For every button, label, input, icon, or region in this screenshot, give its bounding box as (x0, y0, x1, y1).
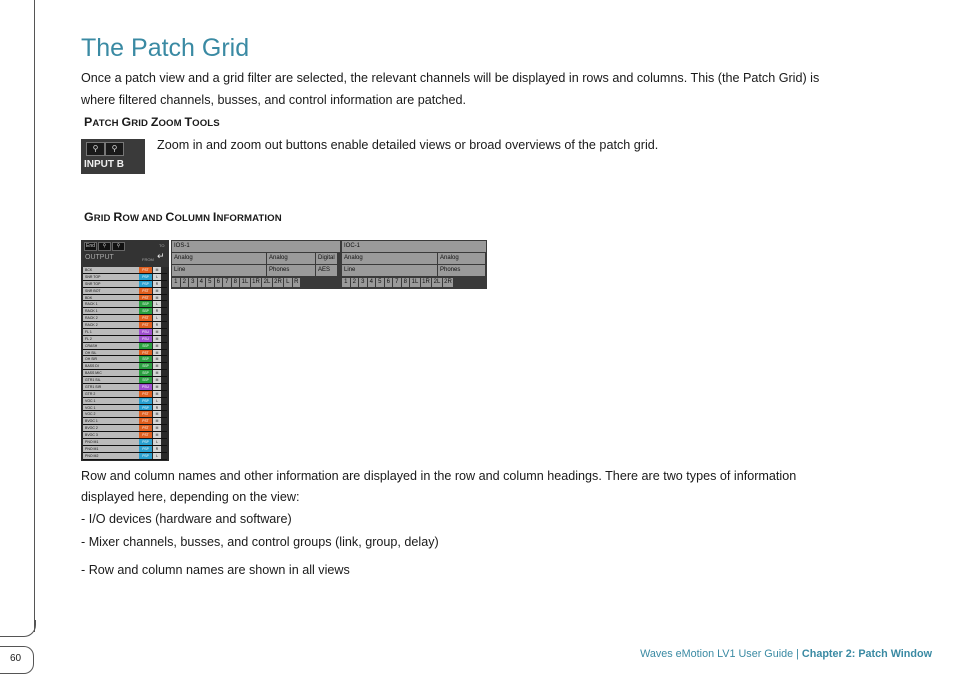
output-row[interactable] (83, 267, 167, 274)
channel-number: 8 (402, 278, 410, 287)
row-type-badge: SSP (139, 356, 152, 362)
channel-number: R (294, 279, 299, 285)
output-row[interactable] (83, 377, 167, 384)
row-name: BVOC 2 (83, 425, 139, 431)
output-row[interactable] (83, 308, 167, 315)
row-type-badge: PST (139, 425, 152, 431)
row-type-badge: PST (139, 391, 152, 397)
row-side-label: M (153, 288, 161, 294)
row-side-label: L (153, 453, 161, 459)
page-number: 60 (10, 653, 22, 664)
row-name: BASS MIC (83, 370, 139, 376)
intro-line-1: Once a patch view and a grid filter are selected, the relevant channels will be displayed in rows and columns. This (the Patch Grid) is (81, 71, 820, 85)
group-sub-header: Line (342, 265, 437, 276)
row-type-badge: SSP (139, 301, 152, 307)
zoom-out-icon[interactable]: ⚲ (86, 142, 105, 156)
channel-number: 6 (215, 278, 223, 287)
row-type-badge: PST (139, 288, 152, 294)
output-row[interactable] (83, 288, 167, 295)
section-heading-row-column-info: GRID ROW AND COLUMN INFORMATION (84, 210, 282, 224)
device-header: IOC-1 (342, 241, 486, 252)
row-side-label: M (153, 370, 161, 376)
row-name: RACK 1 (83, 308, 139, 314)
row-name: RACK 1 (83, 301, 139, 307)
to-label: TO (159, 243, 165, 248)
row-side-label: M (153, 384, 161, 390)
row-name: VOC 2 (83, 411, 139, 417)
channel-number: 3 (189, 278, 197, 287)
row-side-label: M (153, 336, 161, 342)
corner-arrow-icon: ↵ (157, 251, 165, 261)
channel-number: 4 (368, 278, 376, 287)
output-row[interactable] (83, 453, 167, 460)
row-side-label: R (153, 446, 161, 452)
zoom-in-icon[interactable]: ⚲ (105, 142, 124, 156)
row-side-label: L (153, 301, 161, 307)
zoom-tools-image (81, 139, 145, 174)
output-row[interactable] (83, 446, 167, 453)
row-side-label: L (153, 439, 161, 445)
body-line-1: Row and column names and other information are displayed in the row and column headings. There are two types of information (81, 469, 797, 483)
row-side-label: R (153, 281, 161, 287)
channel-number: 1R (252, 279, 260, 285)
row-type-badge: PST (139, 432, 152, 438)
patch-grid-cells[interactable] (171, 289, 487, 461)
output-header (81, 240, 169, 267)
group-sub-header: Phones (267, 265, 315, 276)
output-rows (83, 267, 167, 460)
row-type-badge: PSP (139, 453, 152, 459)
output-row[interactable] (83, 315, 167, 322)
body-line-2: displayed here, depending on the view: (81, 490, 300, 504)
row-name: PNO M1 (83, 446, 139, 452)
page-title: The Patch Grid (81, 34, 250, 62)
row-type-badge: PSP (139, 398, 152, 404)
group-type-header: Analog (438, 253, 485, 264)
output-row[interactable] (83, 384, 167, 391)
row-type-badge: SSP (139, 370, 152, 376)
output-row[interactable] (83, 398, 167, 405)
row-side-label: M (153, 425, 161, 431)
zoom-in-icon[interactable]: ⚲ (112, 242, 125, 251)
channel-number: 2L (433, 279, 441, 285)
output-title: OUTPUT (85, 254, 114, 261)
row-type-badge: PSU (139, 329, 152, 335)
group-type-header: Digital (316, 253, 337, 264)
row-name: BVOC 1 (83, 418, 139, 424)
intro-line-2: where filtered channels, busses, and control information are patched. (81, 93, 467, 107)
output-row[interactable] (83, 301, 167, 308)
row-side-label: M (153, 356, 161, 362)
group-sub-header: Line (172, 265, 266, 276)
channel-number: 7 (223, 278, 231, 287)
row-type-badge: SSP (139, 343, 152, 349)
from-label: FROM (142, 257, 154, 262)
row-name: RACK 2 (83, 322, 139, 328)
row-name: OH SIR (83, 356, 139, 362)
row-side-label: M (153, 329, 161, 335)
channel-number: 2 (181, 278, 189, 287)
group-sub-header: Phones (438, 265, 485, 276)
row-type-badge: PSU (139, 384, 152, 390)
row-side-label: L (153, 398, 161, 404)
row-type-badge: PSP (139, 274, 152, 280)
row-side-label: M (153, 343, 161, 349)
row-side-label: M (153, 295, 161, 301)
output-row[interactable] (83, 295, 167, 302)
channel-number: 4 (198, 278, 206, 287)
input-label: INPUT B (84, 159, 124, 170)
bullet-row-column-names: - Row and column names are shown in all views (81, 563, 350, 577)
output-row[interactable] (83, 336, 167, 343)
row-type-badge: PST (139, 418, 152, 424)
margin-rule (34, 0, 35, 632)
output-row[interactable] (83, 329, 167, 336)
channel-number: 1R (422, 279, 430, 285)
output-row[interactable] (83, 405, 167, 412)
row-type-badge: SSP (139, 377, 152, 383)
row-side-label: M (153, 411, 161, 417)
row-side-label: M (153, 363, 161, 369)
row-side-label: M (153, 350, 161, 356)
row-side-label: L (153, 315, 161, 321)
row-name: OH SIL (83, 350, 139, 356)
zoom-tools-description: Zoom in and zoom out buttons enable detailed views or broad overviews of the patch grid. (157, 138, 659, 152)
output-row[interactable] (83, 356, 167, 363)
row-side-label: M (153, 391, 161, 397)
row-side-label: M (153, 418, 161, 424)
row-name: SNR TOP (83, 274, 139, 280)
row-side-label: M (153, 377, 161, 383)
group-type-header: Analog (342, 253, 437, 264)
channel-number: 2L (263, 279, 271, 285)
row-type-badge: SSP (139, 363, 152, 369)
row-name: PNO M1 (83, 439, 139, 445)
row-name: FL 2 (83, 336, 139, 342)
channel-number: 8 (232, 278, 240, 287)
row-name: BCK (83, 267, 139, 273)
output-row[interactable] (83, 274, 167, 281)
zoom-out-icon[interactable]: ⚲ (98, 242, 111, 251)
row-name: RACK 2 (83, 315, 139, 321)
output-row[interactable] (83, 425, 167, 432)
row-name: PNO M2 (83, 453, 139, 459)
group-type-header: Analog (267, 253, 315, 264)
row-name: GTR 2 (83, 391, 139, 397)
output-row[interactable] (83, 370, 167, 377)
group-sub-header: AES (316, 265, 337, 276)
channel-number: 2R (274, 279, 282, 285)
channel-number: 1L (411, 279, 419, 285)
channel-number: 1 (342, 278, 350, 287)
output-row[interactable] (83, 350, 167, 357)
row-type-badge: PST (139, 295, 152, 301)
row-name: SNR BOT (83, 288, 139, 294)
channel-number: 6 (385, 278, 393, 287)
row-type-badge: PSP (139, 281, 152, 287)
page-footer: Waves eMotion LV1 User Guide | Chapter 2: Patch Window (640, 648, 932, 660)
row-name: CRASH (83, 343, 139, 349)
row-name: SNR TOP (83, 281, 139, 287)
channel-number: 2R (444, 279, 452, 285)
row-name: VOC 1 (83, 405, 139, 411)
output-row[interactable] (83, 391, 167, 398)
row-type-badge: PSU (139, 336, 152, 342)
row-side-label: R (153, 308, 161, 314)
output-row[interactable] (83, 322, 167, 329)
channel-number: 5 (206, 278, 214, 287)
row-type-badge: PSP (139, 405, 152, 411)
row-name: GTR1 SIL (83, 377, 139, 383)
margin-rule-curve (0, 620, 36, 637)
output-row[interactable] (83, 411, 167, 418)
channel-number: L (284, 278, 292, 287)
row-type-badge: PSP (139, 439, 152, 445)
output-row[interactable] (83, 343, 167, 350)
device-header: IOS-1 (172, 241, 340, 252)
output-row[interactable] (83, 439, 167, 446)
channel-number: 1L (241, 279, 249, 285)
output-row[interactable] (83, 418, 167, 425)
row-type-badge: PSP (139, 446, 152, 452)
bullet-mixer-channels: - Mixer channels, busses, and control groups (link, group, delay) (81, 535, 439, 549)
output-row[interactable] (83, 432, 167, 439)
channel-number: 5 (376, 278, 384, 287)
row-type-badge: PST (139, 315, 152, 321)
section-heading-zoom-tools: PATCH GRID ZOOM TOOLS (84, 115, 220, 129)
output-row[interactable] (83, 281, 167, 288)
row-type-badge: PST (139, 411, 152, 417)
row-type-badge: SSP (139, 308, 152, 314)
row-side-label: M (153, 432, 161, 438)
row-name: BVOC 3 (83, 432, 139, 438)
row-side-label: R (153, 405, 161, 411)
row-side-label: M (153, 267, 161, 273)
channel-number: 2 (351, 278, 359, 287)
row-type-badge: PST (139, 322, 152, 328)
row-name: BDK (83, 295, 139, 301)
row-side-label: L (153, 274, 161, 280)
channel-number: 3 (359, 278, 367, 287)
bullet-io-devices: - I/O devices (hardware and software) (81, 512, 292, 526)
patch-grid-image (81, 240, 487, 461)
row-side-label: R (153, 322, 161, 328)
output-panel (81, 240, 169, 461)
channel-number: 1 (172, 278, 180, 287)
group-type-header: Analog (172, 253, 266, 264)
end-button[interactable]: End (84, 242, 97, 251)
row-name: BASS DI (83, 363, 139, 369)
row-name: FL 1 (83, 329, 139, 335)
column-headers (171, 240, 487, 289)
row-type-badge: PST (139, 267, 152, 273)
output-row[interactable] (83, 363, 167, 370)
channel-number: 7 (393, 278, 401, 287)
row-name: VOC 1 (83, 398, 139, 404)
row-type-badge: PST (139, 350, 152, 356)
row-name: GTR1 SIR (83, 384, 139, 390)
